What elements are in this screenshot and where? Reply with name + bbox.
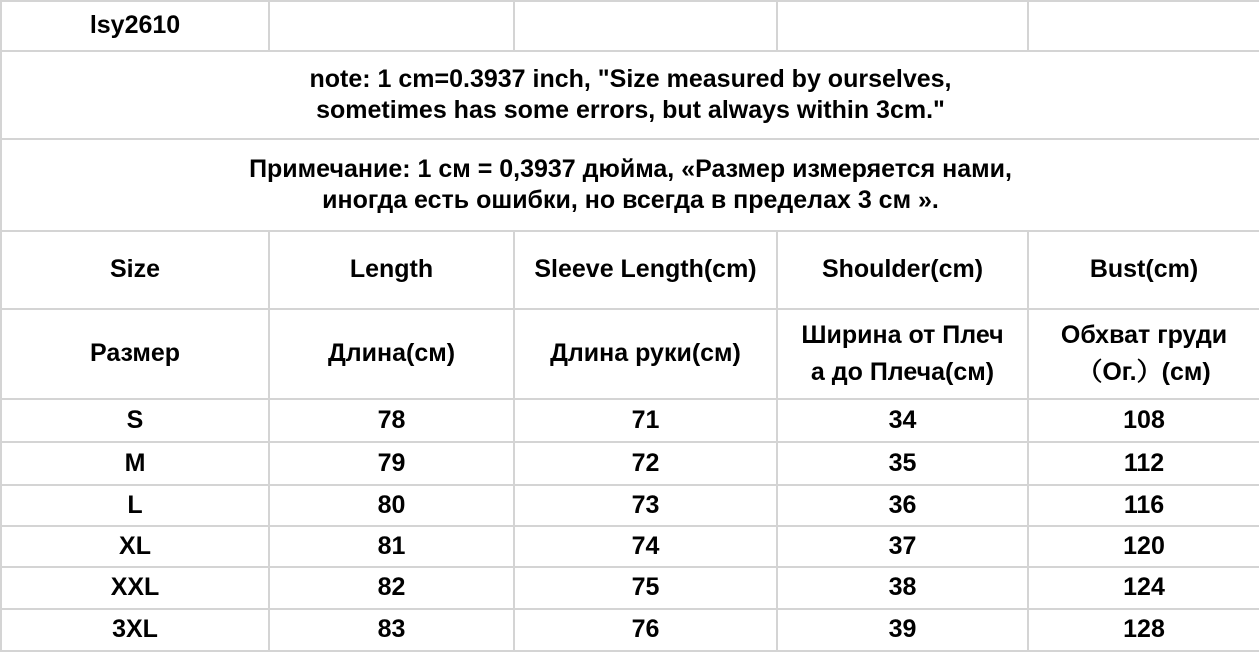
header-length-ru: Длина(см) [269, 309, 514, 399]
length-value: 83 [269, 609, 514, 651]
note-english-line: sometimes has some errors, but always within 3cm." [316, 96, 945, 124]
shoulder-value: 34 [777, 399, 1028, 442]
empty-cell [777, 1, 1028, 51]
product-code-row [1, 1, 1259, 51]
sleeve-length-value: 75 [514, 567, 777, 609]
size-value: L [1, 485, 269, 526]
shoulder-value: 38 [777, 567, 1028, 609]
bust-value: 116 [1028, 485, 1259, 526]
header-bust-ru [1028, 309, 1259, 399]
note-ru-row [1, 139, 1259, 231]
table-row [1, 399, 1259, 442]
header-shoulder: Shoulder(cm) [777, 231, 1028, 309]
shoulder-value: 39 [777, 609, 1028, 651]
header-size-ru: Размер [1, 309, 269, 399]
bust-value: 128 [1028, 609, 1259, 651]
header-length: Length [269, 231, 514, 309]
note-russian [1, 139, 1259, 231]
bust-value: 120 [1028, 526, 1259, 567]
header-sleeve-length: Sleeve Length(cm) [514, 231, 777, 309]
empty-cell [514, 1, 777, 51]
table-row [1, 567, 1259, 609]
sleeve-length-value: 76 [514, 609, 777, 651]
table-row [1, 485, 1259, 526]
sleeve-length-value: 73 [514, 485, 777, 526]
length-value: 78 [269, 399, 514, 442]
bust-value: 112 [1028, 442, 1259, 485]
empty-cell [269, 1, 514, 51]
length-value: 81 [269, 526, 514, 567]
size-value: 3XL [1, 609, 269, 651]
size-value: M [1, 442, 269, 485]
header-row-english [1, 231, 1259, 309]
note-russian-line: Примечание: 1 см = 0,3937 дюйма, «Размер измеряется нами, [249, 154, 1012, 183]
sleeve-length-value: 71 [514, 399, 777, 442]
shoulder-value: 35 [777, 442, 1028, 485]
length-value: 79 [269, 442, 514, 485]
note-english-line: note: 1 cm=0.3937 inch, "Size measured by ourselves, [309, 64, 952, 93]
header-bust-ru-line: Обхват груди [1060, 321, 1228, 349]
length-value: 80 [269, 485, 514, 526]
bust-value: 124 [1028, 567, 1259, 609]
sleeve-length-value: 74 [514, 526, 777, 567]
shoulder-value: 37 [777, 526, 1028, 567]
shoulder-value: 36 [777, 485, 1028, 526]
header-shoulder-ru-line: а до Плеча(см) [810, 358, 995, 386]
size-value: XXL [1, 567, 269, 609]
table-row [1, 526, 1259, 567]
sleeve-length-value: 72 [514, 442, 777, 485]
empty-cell [1028, 1, 1259, 51]
bust-value: 108 [1028, 399, 1259, 442]
product-code: lsy2610 [1, 1, 269, 51]
header-sleeve-length-ru: Длина руки(см) [514, 309, 777, 399]
size-value: XL [1, 526, 269, 567]
table-row [1, 609, 1259, 651]
size-value: S [1, 399, 269, 442]
header-size: Size [1, 231, 269, 309]
header-bust: Bust(cm) [1028, 231, 1259, 309]
note-en-row [1, 51, 1259, 139]
header-shoulder-ru [777, 309, 1028, 399]
note-russian-line: иногда есть ошибки, но всегда в пределах 3 см ». [322, 186, 939, 214]
header-bust-ru-line: （Ог.）(см) [1077, 358, 1211, 386]
length-value: 82 [269, 567, 514, 609]
note-english [1, 51, 1259, 139]
header-row-russian [1, 309, 1259, 399]
table-row [1, 442, 1259, 485]
header-shoulder-ru-line: Ширина от Плеч [801, 321, 1004, 349]
